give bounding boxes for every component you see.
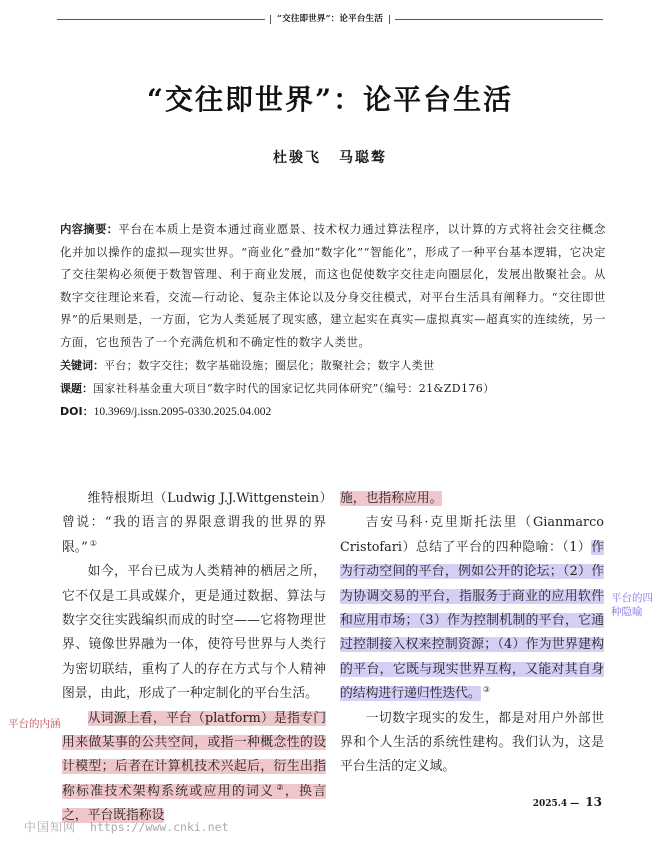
watermark-brand: 中国知网 [24, 820, 77, 834]
watermark [24, 818, 229, 835]
body-paragraph [340, 707, 604, 780]
doi-link[interactable]: 10.3969/j.issn.2095-0330.2025.04.002 [93, 406, 272, 418]
highlighted-text: 从词源上看，平台（platform）是指专门用来做某事的公共空间，或指一种概念性的设计模型；后者在计算机技术兴起后，衍生出指称标准技术架构系统或应用的词义 [62, 710, 326, 799]
keywords-text: 平台；数字交往；数字基础设施；圈层化；散聚社会；数字人类世 [104, 359, 435, 372]
paragraph-text: 如今，平台已成为人类精神的栖居之所，它不仅是工具或媒介，更是通过数据、算法与数字交往实践编织而成的时空——它将物理世界、镜像世界融为一体，使符号世界与人类行为密切联结，重构了人的存在方式与个人精神图景，由此，形成了一种定制化的平台生活。 [62, 564, 326, 702]
paragraph-text: 维特根斯坦（Ludwig J.J.Wittgenstein）曾说：“我的语言的界限意谓我的世界的界限。” [62, 491, 326, 555]
issue-date: 2025.4 [532, 799, 568, 809]
running-head [57, 12, 603, 26]
article-title: “交往即世界”：论平台生活 [146, 83, 514, 116]
header-tick-right [389, 15, 390, 24]
body-column-left [62, 487, 326, 829]
page-footer [533, 795, 602, 809]
watermark-url: https://www.cnki.net [90, 820, 229, 834]
author-1: 杜骏飞 [273, 150, 321, 166]
paragraph-text: 一切数字现实的发生，都是对用户外部世界和个人生活的系统性建构。我们认为，这是平台生活的定义域。 [340, 710, 604, 775]
margin-note-left[interactable]: 平台的内涵 [8, 718, 61, 730]
authors [0, 147, 660, 167]
foot-dash: — [567, 799, 580, 809]
body-paragraph [62, 487, 326, 560]
abstract-text: 平台在本质上是资本通过商业愿景、技术权力通过算法程序，以计算的方式将社会交往概念化并加以操作的虚拟—现实世界。“商业化”叠加“数字化”“智能化”，形成了一种平台基本逻辑，它决定了交往架构必须便于数智管理、利于商业发展，而这也促使数字交往走向圈层化，发展出散聚社会。从数字交往理论来看，交流—行动论、复杂主体论以及分身交往模式，对平台生活具有阐释力。“交往即世界”的后果则是，一方面，它为人类延展了现实感，建立起实在真实—虚拟真实—超真实的连续统，另一方面，它也预告了一个充满危机和不确定性的数字人类世。 [60, 222, 606, 349]
highlight-red: 施，也指称应用。 [340, 491, 443, 506]
funding-text: 国家社科基金重大项目“数字时代的国家记忆共同体研究”（编号：21&ZD176） [93, 382, 495, 395]
highlighted-text: ，换言之，平台既指称设 [62, 783, 327, 824]
footnote-ref[interactable]: ③ [482, 684, 490, 694]
margin-note-right[interactable]: 平台的四种隐喻 [611, 592, 653, 618]
keywords [60, 357, 620, 375]
highlight-blue: 作为行动空间的平台，例如公开的论坛；（2）作为协调交易的平台，指服务于商业的应用软件和应用市场；（3）作为控制机制的平台，它通过控制接入权来控制资源；（4）作为世界建构的平台，它既与现实世界互构，又能对其自身的结构进行递归性迭代。 [340, 539, 604, 702]
doi [60, 403, 620, 421]
doi-label: DOI： [60, 405, 94, 418]
body-paragraph [62, 707, 326, 829]
page-number: 13 [585, 795, 602, 809]
abstract [60, 218, 606, 354]
body-paragraph [340, 487, 604, 511]
header-rule-right [395, 19, 603, 20]
body-column-right [340, 487, 604, 780]
footnote-ref[interactable]: ① [89, 538, 97, 548]
body-paragraph [340, 511, 604, 706]
body-paragraph [62, 560, 326, 706]
highlight-red [62, 711, 326, 824]
abstract-label: 内容摘要： [60, 222, 119, 236]
paragraph-text: 吉安马科·克里斯托法里（Gianmarco Cristofari）总结了平台的四种隐喻：（1） [340, 515, 604, 555]
footnote-ref[interactable]: ② [276, 782, 285, 792]
keywords-label: 关键词： [60, 359, 104, 372]
funding-label: 课题： [60, 382, 93, 395]
author-2: 马聪骜 [339, 150, 387, 166]
funding [60, 380, 620, 398]
running-title: “交往即世界”：论平台生活 [277, 14, 383, 24]
